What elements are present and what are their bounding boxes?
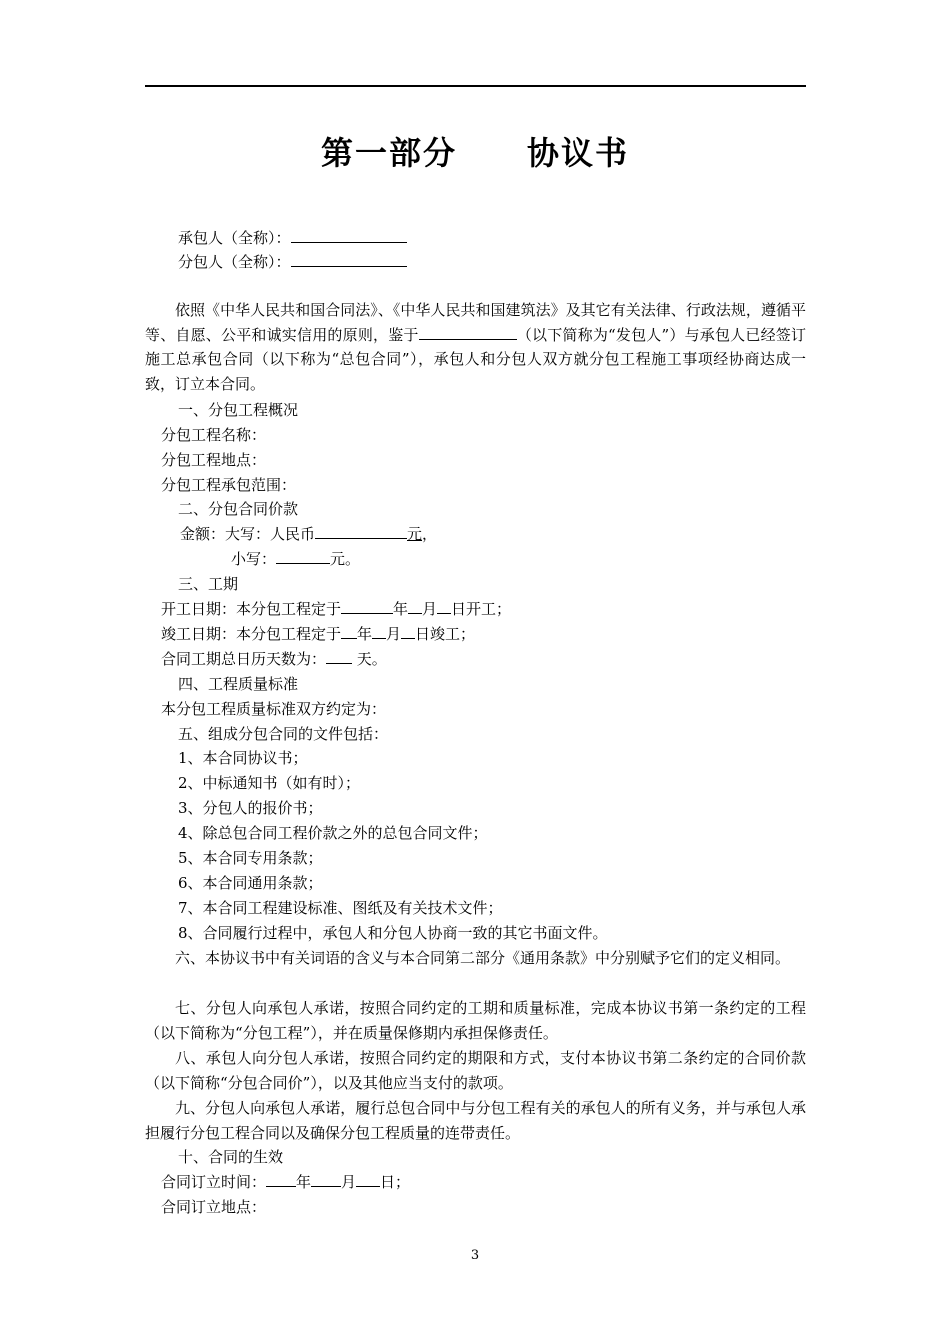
s10-heading: 十、合同的生效: [178, 1148, 284, 1166]
contractor-blank: [291, 226, 407, 243]
s5-item: 8、合同履行过程中，承包人和分包人协商一致的其它书面文件。: [178, 924, 608, 942]
s4-heading: 四、工程质量标准: [178, 675, 299, 693]
s2-heading: 二、分包合同价款: [178, 500, 299, 518]
amount-words-blank: [315, 522, 407, 539]
days-blank: [326, 647, 352, 664]
s10-time-line: [161, 1170, 410, 1194]
s4-text: 本分包工程质量标准双方约定为：: [161, 700, 387, 718]
contractor-line: [178, 226, 407, 250]
start-year-blank: [341, 597, 393, 614]
s1-scope: 分包工程承包范围：: [161, 476, 297, 494]
s5-heading: 五、组成分包合同的文件包括：: [178, 725, 389, 743]
s10-place: 合同订立地点：: [161, 1198, 267, 1216]
title-part: 第一部分: [320, 134, 457, 172]
s10-time-month: 月: [341, 1173, 357, 1191]
s5-item: 6、本合同通用条款；: [178, 874, 323, 892]
s9-paragraph: 九、分包人向承包人承诺，履行总包合同中与分包工程有关的承包人的所有义务，并与承包人承担履行分包工程合同以及确保分包工程质量的连带责任。: [145, 1099, 806, 1142]
start-day-blank: [437, 597, 451, 614]
s2-small-prefix: 小写：: [231, 550, 277, 568]
s3-days-prefix: 合同工期总日历天数为：: [161, 650, 327, 668]
s3-start-day: 日开工；: [451, 600, 512, 618]
s7-paragraph: 七、分包人向承包人承诺，按照合同约定的工期和质量标准，完成本协议书第一条约定的工程（以下简称为“分包工程”），并在质量保修期内承担保修责任。: [145, 999, 806, 1042]
s2-small-line: [231, 547, 360, 571]
s5-item: 1、本合同协议书；: [178, 749, 308, 767]
s3-days-line: [161, 647, 387, 671]
s3-end-prefix: 竣工日期：本分包工程定于: [161, 625, 342, 643]
end-day-blank: [401, 622, 415, 639]
s6-paragraph: 六、本协议书中有关词语的含义与本合同第二部分《通用条款》中分别赋予它们的定义相同。: [175, 949, 791, 967]
page-number: 3: [470, 1248, 480, 1263]
header-rule: [145, 85, 806, 87]
subcontractor-blank: [291, 250, 407, 267]
sign-month-blank: [311, 1170, 341, 1187]
s10-time-prefix: 合同订立时间：: [161, 1173, 267, 1191]
s5-item: 5、本合同专用条款；: [178, 849, 323, 867]
s2-small-unit: 元。: [330, 550, 361, 568]
s3-start-prefix: 开工日期：本分包工程定于: [161, 600, 342, 618]
s3-end-line: [161, 622, 475, 646]
intro-text-1: 依照《中华人民共和国合同法》、《中华人民共和国建筑法》及其它有关法律、行政法规，遵循平等、自愿、公平和诚实信用的原则，鉴于: [145, 301, 806, 344]
s3-days-unit: 天。: [352, 650, 387, 668]
page-title: [0, 128, 950, 174]
s10-time-year: 年: [296, 1173, 312, 1191]
s3-heading: 三、工期: [178, 575, 239, 593]
s3-start-month: 月: [422, 600, 438, 618]
end-month-blank: [372, 622, 386, 639]
s8-paragraph: 八、承包人向分包人承诺，按照合同约定的期限和方式，支付本协议书第二条约定的合同价款（以下简称“分包合同价”），以及其他应当支付的款项。: [145, 1049, 806, 1092]
s5-item: 3、分包人的报价书；: [178, 799, 323, 817]
s2-amount-prefix: 金额：大写：人民币: [180, 525, 316, 543]
s5-item: 4、除总包合同工程价款之外的总包合同文件；: [178, 824, 488, 842]
sign-day-blank: [356, 1170, 380, 1187]
intro-paragraph: [145, 298, 806, 397]
employer-blank: [419, 323, 517, 340]
s3-end-month: 月: [386, 625, 402, 643]
subcontractor-line: [178, 250, 407, 274]
s3-start-line: [161, 597, 511, 621]
s5-item: 2、中标通知书（如有时）；: [178, 774, 361, 792]
intro-text-2: （以下简称为“发包人”）与承包人已经签订施工总承包合同（以下称为“总包合同”），承包人和分包人双方就分包工程施工事项经协商达成一致，订立本合同。: [145, 325, 806, 394]
s3-start-year: 年: [393, 600, 409, 618]
s1-location: 分包工程地点：: [161, 451, 267, 469]
s5-item: 7、本合同工程建设标准、图纸及有关技术文件；: [178, 899, 503, 917]
s1-name: 分包工程名称：: [161, 426, 267, 444]
contractor-label: 承包人（全称）：: [178, 229, 291, 247]
end-year-blank: [341, 622, 357, 639]
s3-end-day: 日竣工；: [415, 625, 476, 643]
amount-figures-blank: [276, 547, 330, 564]
title-name: 协议书: [527, 134, 630, 172]
subcontractor-label: 分包人（全称）：: [178, 253, 291, 271]
s2-amount-unit: 元: [407, 525, 423, 543]
start-month-blank: [408, 597, 422, 614]
s2-amount-end: ，: [422, 525, 438, 543]
s3-end-year: 年: [357, 625, 373, 643]
sign-year-blank: [266, 1170, 296, 1187]
s1-heading: 一、分包工程概况: [178, 401, 299, 419]
s10-time-day: 日；: [380, 1173, 411, 1191]
s2-amount-line: [180, 522, 437, 546]
